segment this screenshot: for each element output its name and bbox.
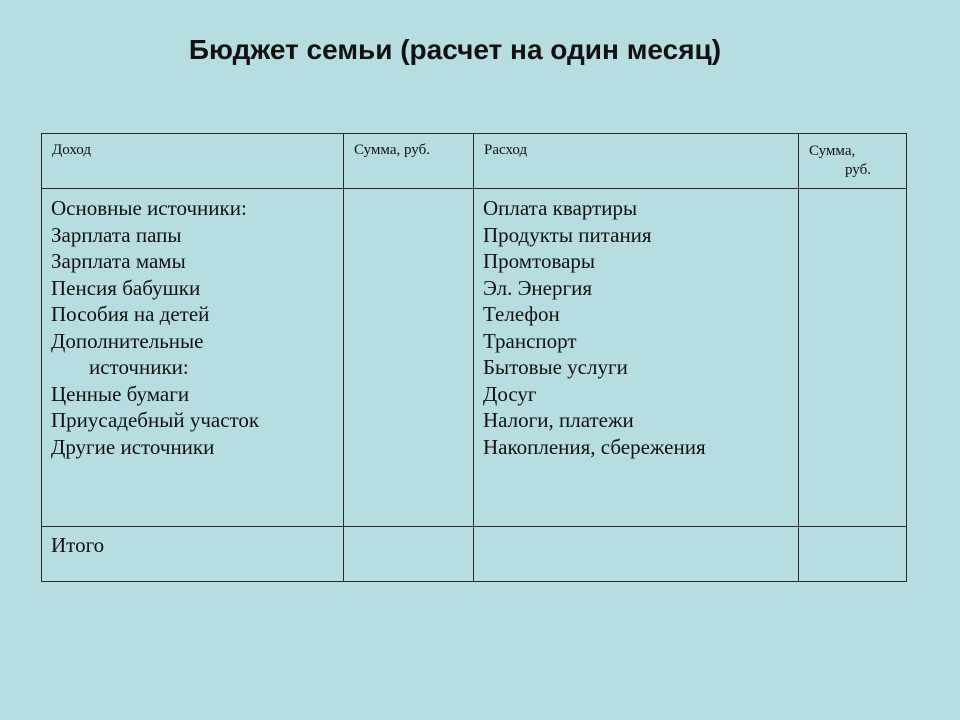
- header-expense-sum-line1: Сумма,: [809, 143, 856, 159]
- header-income: Доход: [42, 134, 344, 189]
- table-body-row: [42, 189, 907, 527]
- header-expense: Расход: [474, 134, 799, 189]
- income-items-cell: [42, 189, 344, 527]
- header-expense-sum: [799, 134, 907, 189]
- total-income-sum-cell: [344, 527, 474, 582]
- list-item: Промтовары: [483, 249, 596, 273]
- list-item: Зарплата мамы: [51, 249, 186, 273]
- income-sum-cell: [344, 189, 474, 527]
- list-item: Основные источники:: [51, 196, 247, 220]
- list-item: Транспорт: [483, 328, 577, 353]
- table-total-row: [42, 527, 907, 582]
- header-income-sum: Сумма, руб.: [344, 134, 474, 189]
- list-item: Дополнительные: [51, 328, 204, 353]
- list-item: Ценные бумаги: [51, 381, 190, 406]
- list-item: Эл. Энергия: [483, 275, 592, 300]
- expense-items-cell: [474, 189, 799, 527]
- total-expense-cell: [474, 527, 799, 582]
- list-item: Продукты питания: [483, 222, 652, 247]
- list-item: Досуг: [483, 381, 537, 406]
- header-expense-sum-line2: руб.: [845, 162, 871, 178]
- list-item: Накопления, сбережения: [483, 434, 706, 459]
- table-header-row: [42, 134, 907, 189]
- list-item: источники:: [89, 355, 189, 379]
- total-expense-sum-cell: [799, 527, 907, 582]
- list-item: Пособия на детей: [51, 302, 210, 326]
- list-item: Бытовые услуги: [483, 355, 628, 379]
- expense-sum-cell: [799, 189, 907, 527]
- list-item: Приусадебный участок: [51, 408, 260, 432]
- budget-table: [41, 133, 907, 582]
- list-item: Оплата квартиры: [483, 196, 638, 220]
- page-title: Бюджет семьи (расчет на один месяц): [188, 34, 722, 65]
- list-item: Зарплата папы: [51, 222, 182, 247]
- list-item: Телефон: [483, 302, 560, 326]
- list-item: Налоги, платежи: [483, 408, 634, 432]
- list-item: Другие источники: [51, 434, 215, 459]
- list-item: Пенсия бабушки: [51, 275, 201, 300]
- total-label: Итого: [42, 527, 344, 582]
